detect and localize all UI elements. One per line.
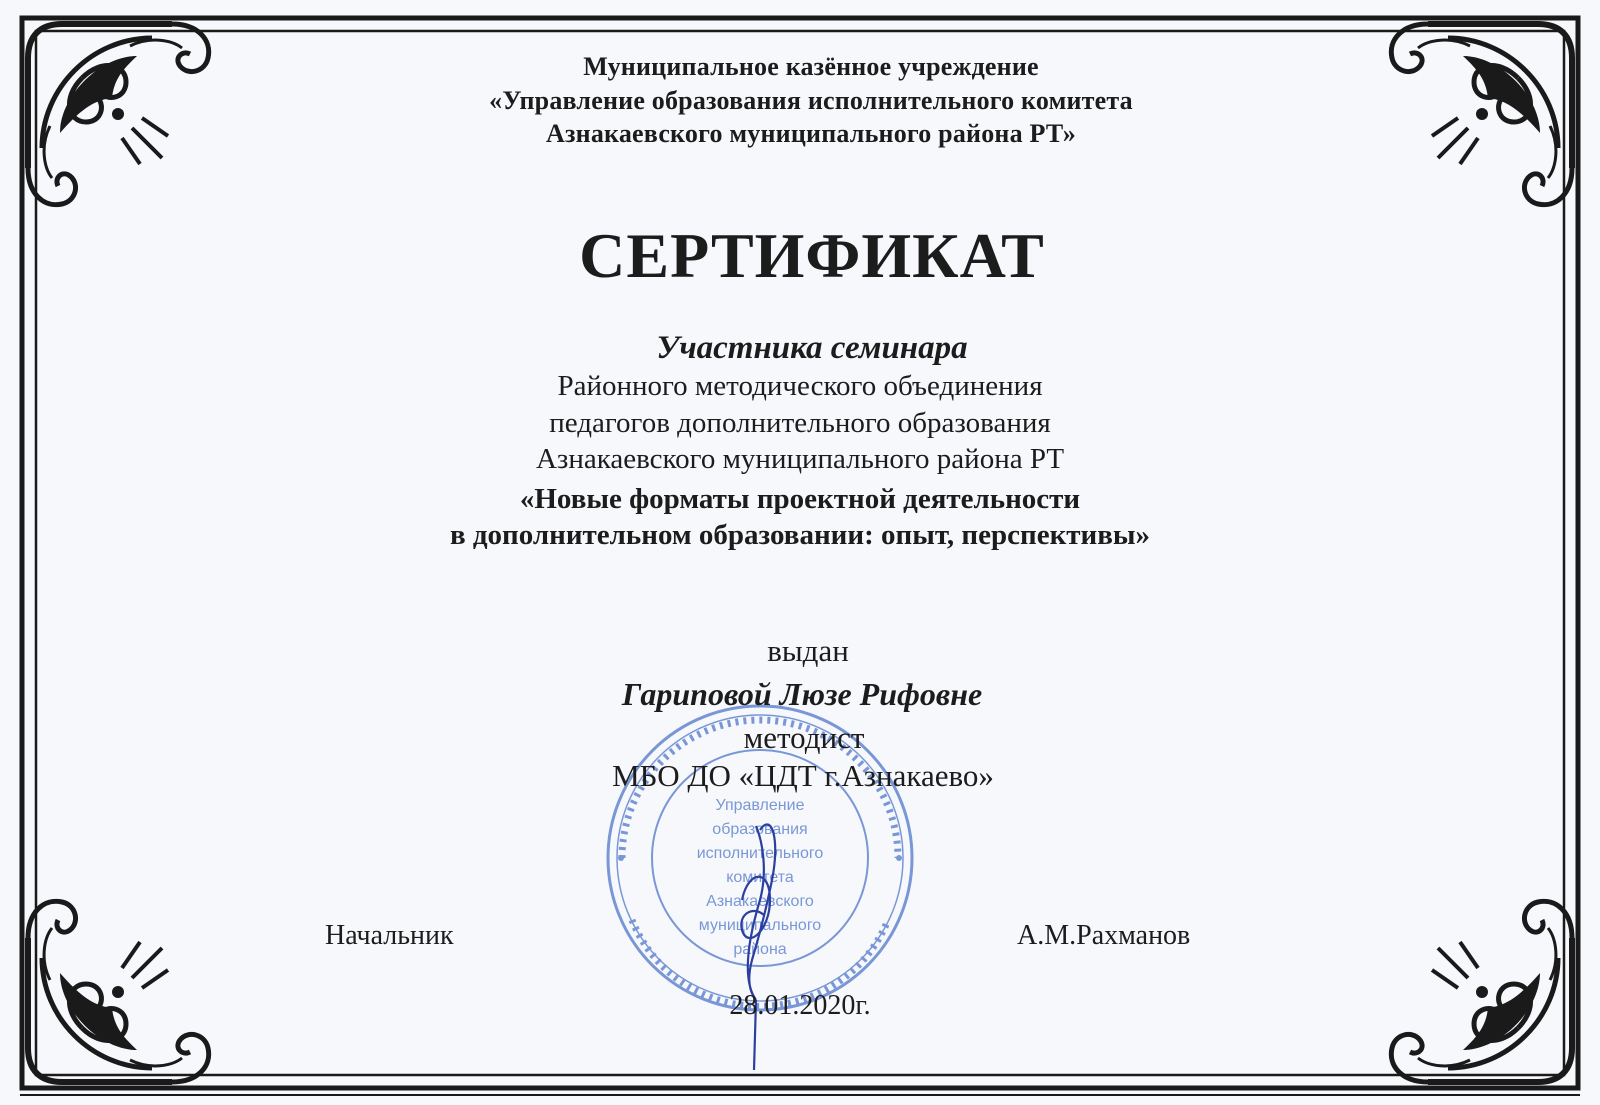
organization-line: «Управление образования исполнительного комитета [489, 86, 1133, 115]
seminar-topic-line: в дополнительном образовании: опыт, перспективы» [449, 519, 1151, 551]
recipient-position: методист [743, 720, 865, 755]
issue-date: 28.01.2020г. [729, 990, 871, 1021]
issued-label: выдан [767, 633, 849, 668]
description-line: Районного методического объединения [557, 370, 1043, 402]
description-line: педагогов дополнительного образования [549, 407, 1051, 439]
recipient-organization: МБО ДО «ЦДТ г.Азнакаево» [612, 758, 994, 793]
description-line: Азнакаевского муниципального района РТ [535, 443, 1065, 475]
seal-line: образования [712, 821, 808, 838]
seal-line: исполнительного [696, 845, 824, 862]
seal-line: Азнакаевского [706, 893, 814, 910]
seal-line: муниципального [698, 917, 822, 934]
organization-line: Муниципальное казённое учреждение [583, 52, 1039, 81]
seal-line: района [733, 941, 787, 958]
certificate-title: СЕРТИФИКАТ [579, 220, 1045, 291]
certificate-subtitle: Участника семинара [656, 330, 968, 366]
recipient-name: Гариповой Люзе Рифовне [621, 676, 983, 712]
seal-line: Управление [715, 797, 805, 814]
seminar-topic-line: «Новые форматы проектной деятельности [519, 483, 1081, 515]
signatory-title: Начальник [325, 920, 454, 951]
organization-line: Азнакаевского муниципального района РТ» [546, 119, 1076, 148]
signatory-name: А.М.Рахманов [1017, 920, 1191, 951]
seal-line: комитета [726, 869, 794, 886]
